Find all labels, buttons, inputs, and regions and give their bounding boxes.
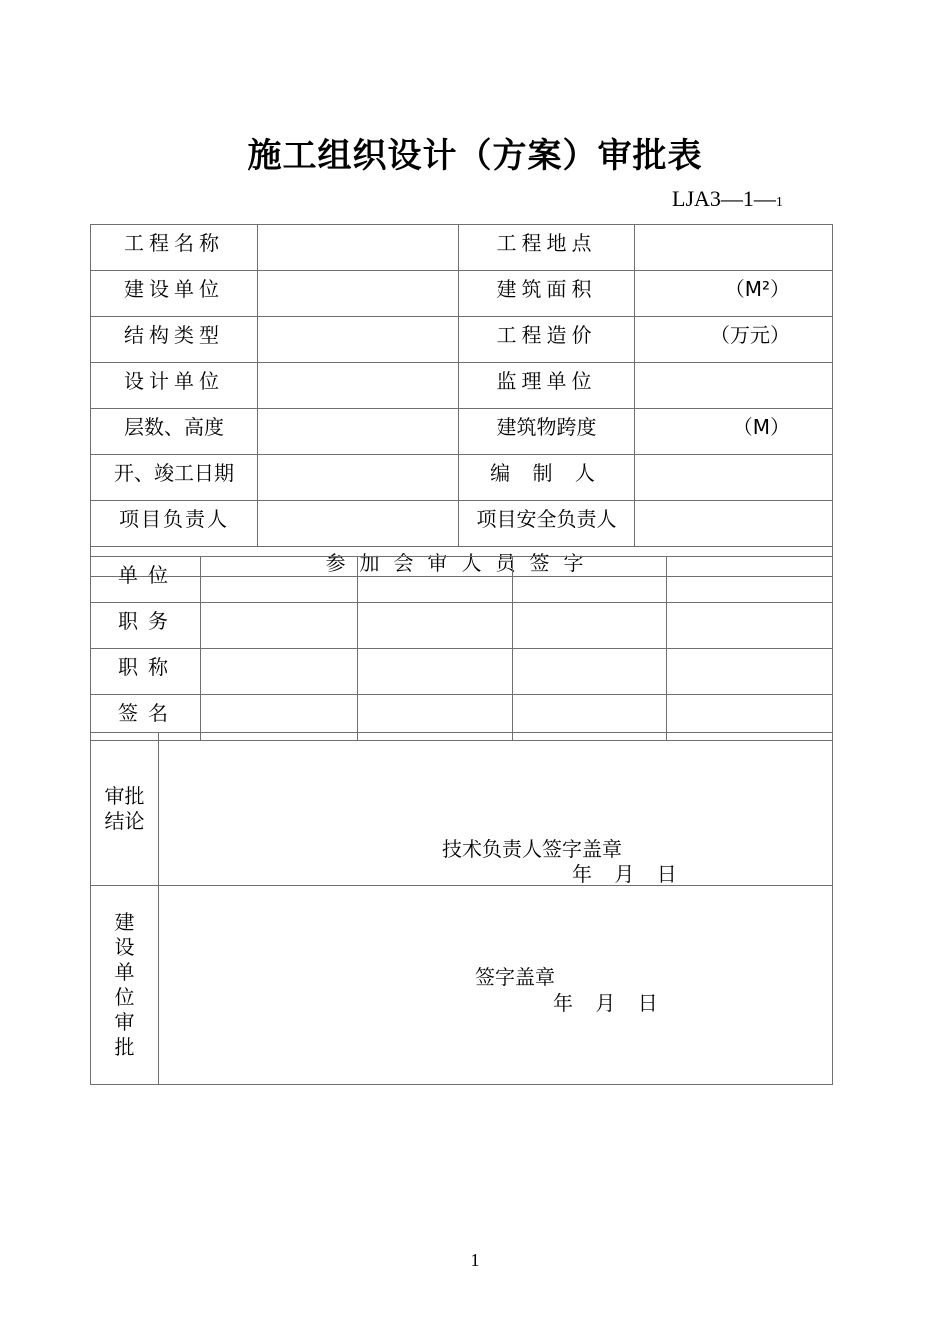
info-row-project-name [91,225,833,271]
review-position-cell[interactable] [201,603,358,649]
field-supervision-unit[interactable] [635,363,833,409]
label-building-span: 建筑物跨度 [459,409,635,455]
form-code [672,186,783,212]
field-owner-unit[interactable] [258,271,459,317]
review-signature-table [90,556,833,741]
info-row-structure [91,317,833,363]
approval-table [90,732,833,1085]
owner-approval-content[interactable] [159,886,833,1085]
owner-approval-row [91,886,833,1085]
review-unit-cell[interactable] [358,557,513,603]
field-structure-type[interactable] [258,317,459,363]
review-title-cell[interactable] [513,649,667,695]
label-project-name: 工程名称 [91,225,258,271]
approval-signature-label: 技术负责人签字盖章 [442,837,622,861]
review-title-cell[interactable] [667,649,833,695]
review-unit-cell[interactable] [513,557,667,603]
label-supervision-unit: 监理单位 [459,363,635,409]
label-structure-type: 结构类型 [91,317,258,363]
label-approval-conclusion [91,733,159,886]
label-review-signature: 签名 [91,695,201,741]
field-building-area[interactable]: （M²） [635,271,833,317]
info-row-dates [91,455,833,501]
approval-content[interactable] [159,733,833,886]
review-title-cell[interactable] [201,649,358,695]
label-owner-approval [91,886,159,1085]
field-design-unit[interactable] [258,363,459,409]
field-project-name[interactable] [258,225,459,271]
label-start-end-date: 开、竣工日期 [91,455,258,501]
field-start-end-date[interactable] [258,455,459,501]
review-position-cell[interactable] [358,603,513,649]
field-project-cost[interactable]: （万元） [635,317,833,363]
approval-row [91,733,833,886]
label-safety-manager: 项目安全负责人 [459,501,635,547]
approval-date-label: 年 月 日 [572,862,685,886]
review-position-cell[interactable] [513,603,667,649]
review-row-unit [91,557,833,603]
review-row-title [91,649,833,695]
field-compiler[interactable] [635,455,833,501]
review-row-position [91,603,833,649]
label-project-location: 工程地点 [459,225,635,271]
project-info-table [90,224,833,577]
label-design-unit: 设计单位 [91,363,258,409]
label-review-position: 职务 [91,603,201,649]
info-row-floors [91,409,833,455]
owner-sign-block [159,886,832,1084]
label-compiler: 编 制 人 [459,455,635,501]
label-review-unit: 单位 [91,557,201,603]
approval-label-text: 审批结论 [104,784,145,833]
label-building-area: 建筑面积 [459,271,635,317]
review-position-cell[interactable] [667,603,833,649]
owner-signature-label: 签字盖章 [475,965,555,989]
label-owner-unit: 建设单位 [91,271,258,317]
approval-sign-block [159,733,832,885]
form-code-suffix: 1 [775,195,783,210]
info-row-design [91,363,833,409]
form-title: 施工组织设计（方案）审批表 [247,136,703,176]
owner-approval-label-text: 建设单位审批 [114,910,135,1059]
field-building-span[interactable]: （M） [635,409,833,455]
review-unit-cell[interactable] [201,557,358,603]
owner-date-label: 年 月 日 [553,991,666,1015]
info-row-managers [91,501,833,547]
field-project-manager[interactable] [258,501,459,547]
field-project-location[interactable] [635,225,833,271]
review-title-cell[interactable] [358,649,513,695]
label-project-cost: 工程造价 [459,317,635,363]
review-unit-cell[interactable] [667,557,833,603]
review-header: 参加会审人员签字 [91,547,833,577]
form-code-main: LJA3—1— [672,186,776,211]
label-review-title: 职称 [91,649,201,695]
label-floors-height: 层数、高度 [91,409,258,455]
field-safety-manager[interactable] [635,501,833,547]
field-floors-height[interactable] [258,409,459,455]
page-number: 1 [470,1250,480,1270]
label-project-manager: 项目负责人 [91,501,258,547]
info-row-owner [91,271,833,317]
